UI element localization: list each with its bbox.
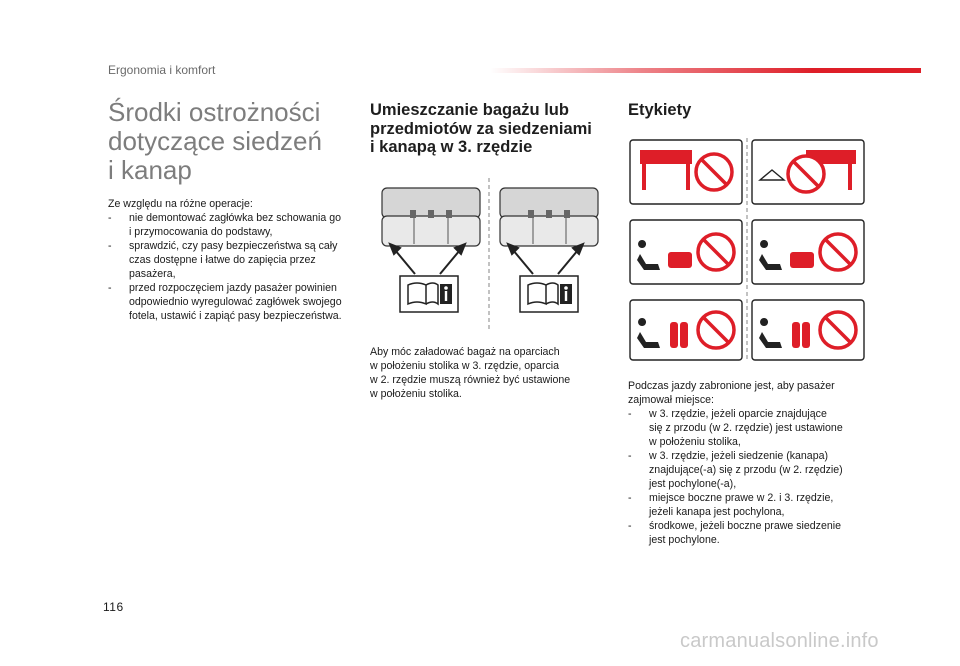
list-item: - przed rozpoczęciem jazdy pasażer powinien odpowiednio wyregulować zagłówek swojego fotela, ustawić i zapiąć pasy bezpieczeństwa. bbox=[108, 281, 344, 323]
text-line: miejsce boczne prawe w 2. i 3. rzędzie, bbox=[649, 492, 834, 504]
heading-line: przedmiotów za siedzeniami bbox=[370, 119, 592, 138]
header-accent-bar bbox=[490, 68, 921, 73]
page-number: 116 bbox=[103, 600, 124, 614]
arrow-icon bbox=[390, 244, 583, 274]
luggage-heading bbox=[370, 101, 610, 157]
watermark: carmanualsonline.info bbox=[680, 630, 879, 652]
no-passenger-tilted-seat-icon bbox=[752, 220, 864, 284]
book-info-icon bbox=[520, 276, 578, 312]
text-line: zajmował miejsce: bbox=[628, 394, 714, 406]
no-passenger-tilted-seat-icon bbox=[630, 220, 742, 284]
text-line: znajdujące(-a) się z przodu (w 2. rzędzie) bbox=[649, 464, 843, 476]
page-title-line: i kanap bbox=[108, 155, 192, 185]
text-line: w położeniu stolika, bbox=[649, 436, 741, 448]
heading-line: Umieszczanie bagażu lub bbox=[370, 101, 569, 119]
labels-text bbox=[628, 379, 868, 547]
text-line: w 3. rzędzie, jeżeli oparcie znajdujące bbox=[649, 408, 827, 420]
text-line: w 3. rzędzie, jeżeli siedzenie (kanapa) bbox=[649, 450, 829, 462]
no-passenger-side-seat-icon bbox=[752, 300, 864, 360]
text-line: jest pochylone. bbox=[649, 534, 720, 546]
folded-seats-illustration bbox=[370, 176, 610, 332]
text-line: jest pochylone(-a), bbox=[649, 478, 737, 490]
text-line: jeżeli kanapa jest pochylona, bbox=[649, 506, 785, 518]
bench-seat-illustration bbox=[382, 188, 480, 246]
list-item bbox=[628, 407, 868, 449]
precautions-list bbox=[108, 211, 344, 323]
text-line: w położeniu stolika w 3. rzędzie, oparcia bbox=[370, 360, 560, 372]
page-title bbox=[108, 98, 348, 185]
text-line: w 2. rzędzie muszą również być ustawione bbox=[370, 374, 571, 386]
list-item: - sprawdzić, czy pasy bezpieczeństwa są cały czas dostępne i łatwe do zapięcia przez pasażera, bbox=[108, 239, 344, 281]
book-info-icon bbox=[400, 276, 458, 312]
text-line: w położeniu stolika. bbox=[370, 388, 462, 400]
bench-seat-illustration bbox=[500, 188, 598, 246]
seat-precautions-text bbox=[108, 197, 344, 323]
no-passenger-side-seat-icon bbox=[630, 300, 742, 360]
list-item bbox=[628, 491, 868, 519]
page-title-line: dotyczące siedzeń bbox=[108, 126, 322, 156]
list-item: - nie demontować zagłówka bez schowania go i przymocowania do podstawy, bbox=[108, 211, 344, 239]
text-line: Podczas jazdy zabronione jest, aby pasażer bbox=[628, 380, 835, 392]
text-line: się z przodu (w 2. rzędzie) jest ustawione bbox=[649, 422, 843, 434]
labels-list bbox=[628, 407, 868, 547]
text-line: Aby móc załadować bagaż na oparciach bbox=[370, 346, 560, 358]
list-item bbox=[628, 519, 868, 547]
heading-line: i kanapą w 3. rzędzie bbox=[370, 138, 533, 156]
intro-text: Ze względu na różne operacje: bbox=[108, 198, 253, 210]
section-title: Ergonomia i komfort bbox=[108, 63, 216, 77]
no-passenger-table-icon bbox=[752, 140, 864, 204]
no-passenger-table-icon bbox=[630, 140, 742, 204]
page-title-line: Środki ostrożności bbox=[108, 97, 321, 127]
warning-labels-grid bbox=[628, 136, 868, 364]
luggage-text bbox=[370, 345, 585, 401]
text-line: środkowe, jeżeli boczne prawe siedzenie bbox=[649, 520, 841, 532]
labels-heading: Etykiety bbox=[628, 101, 692, 119]
list-item bbox=[628, 449, 868, 491]
